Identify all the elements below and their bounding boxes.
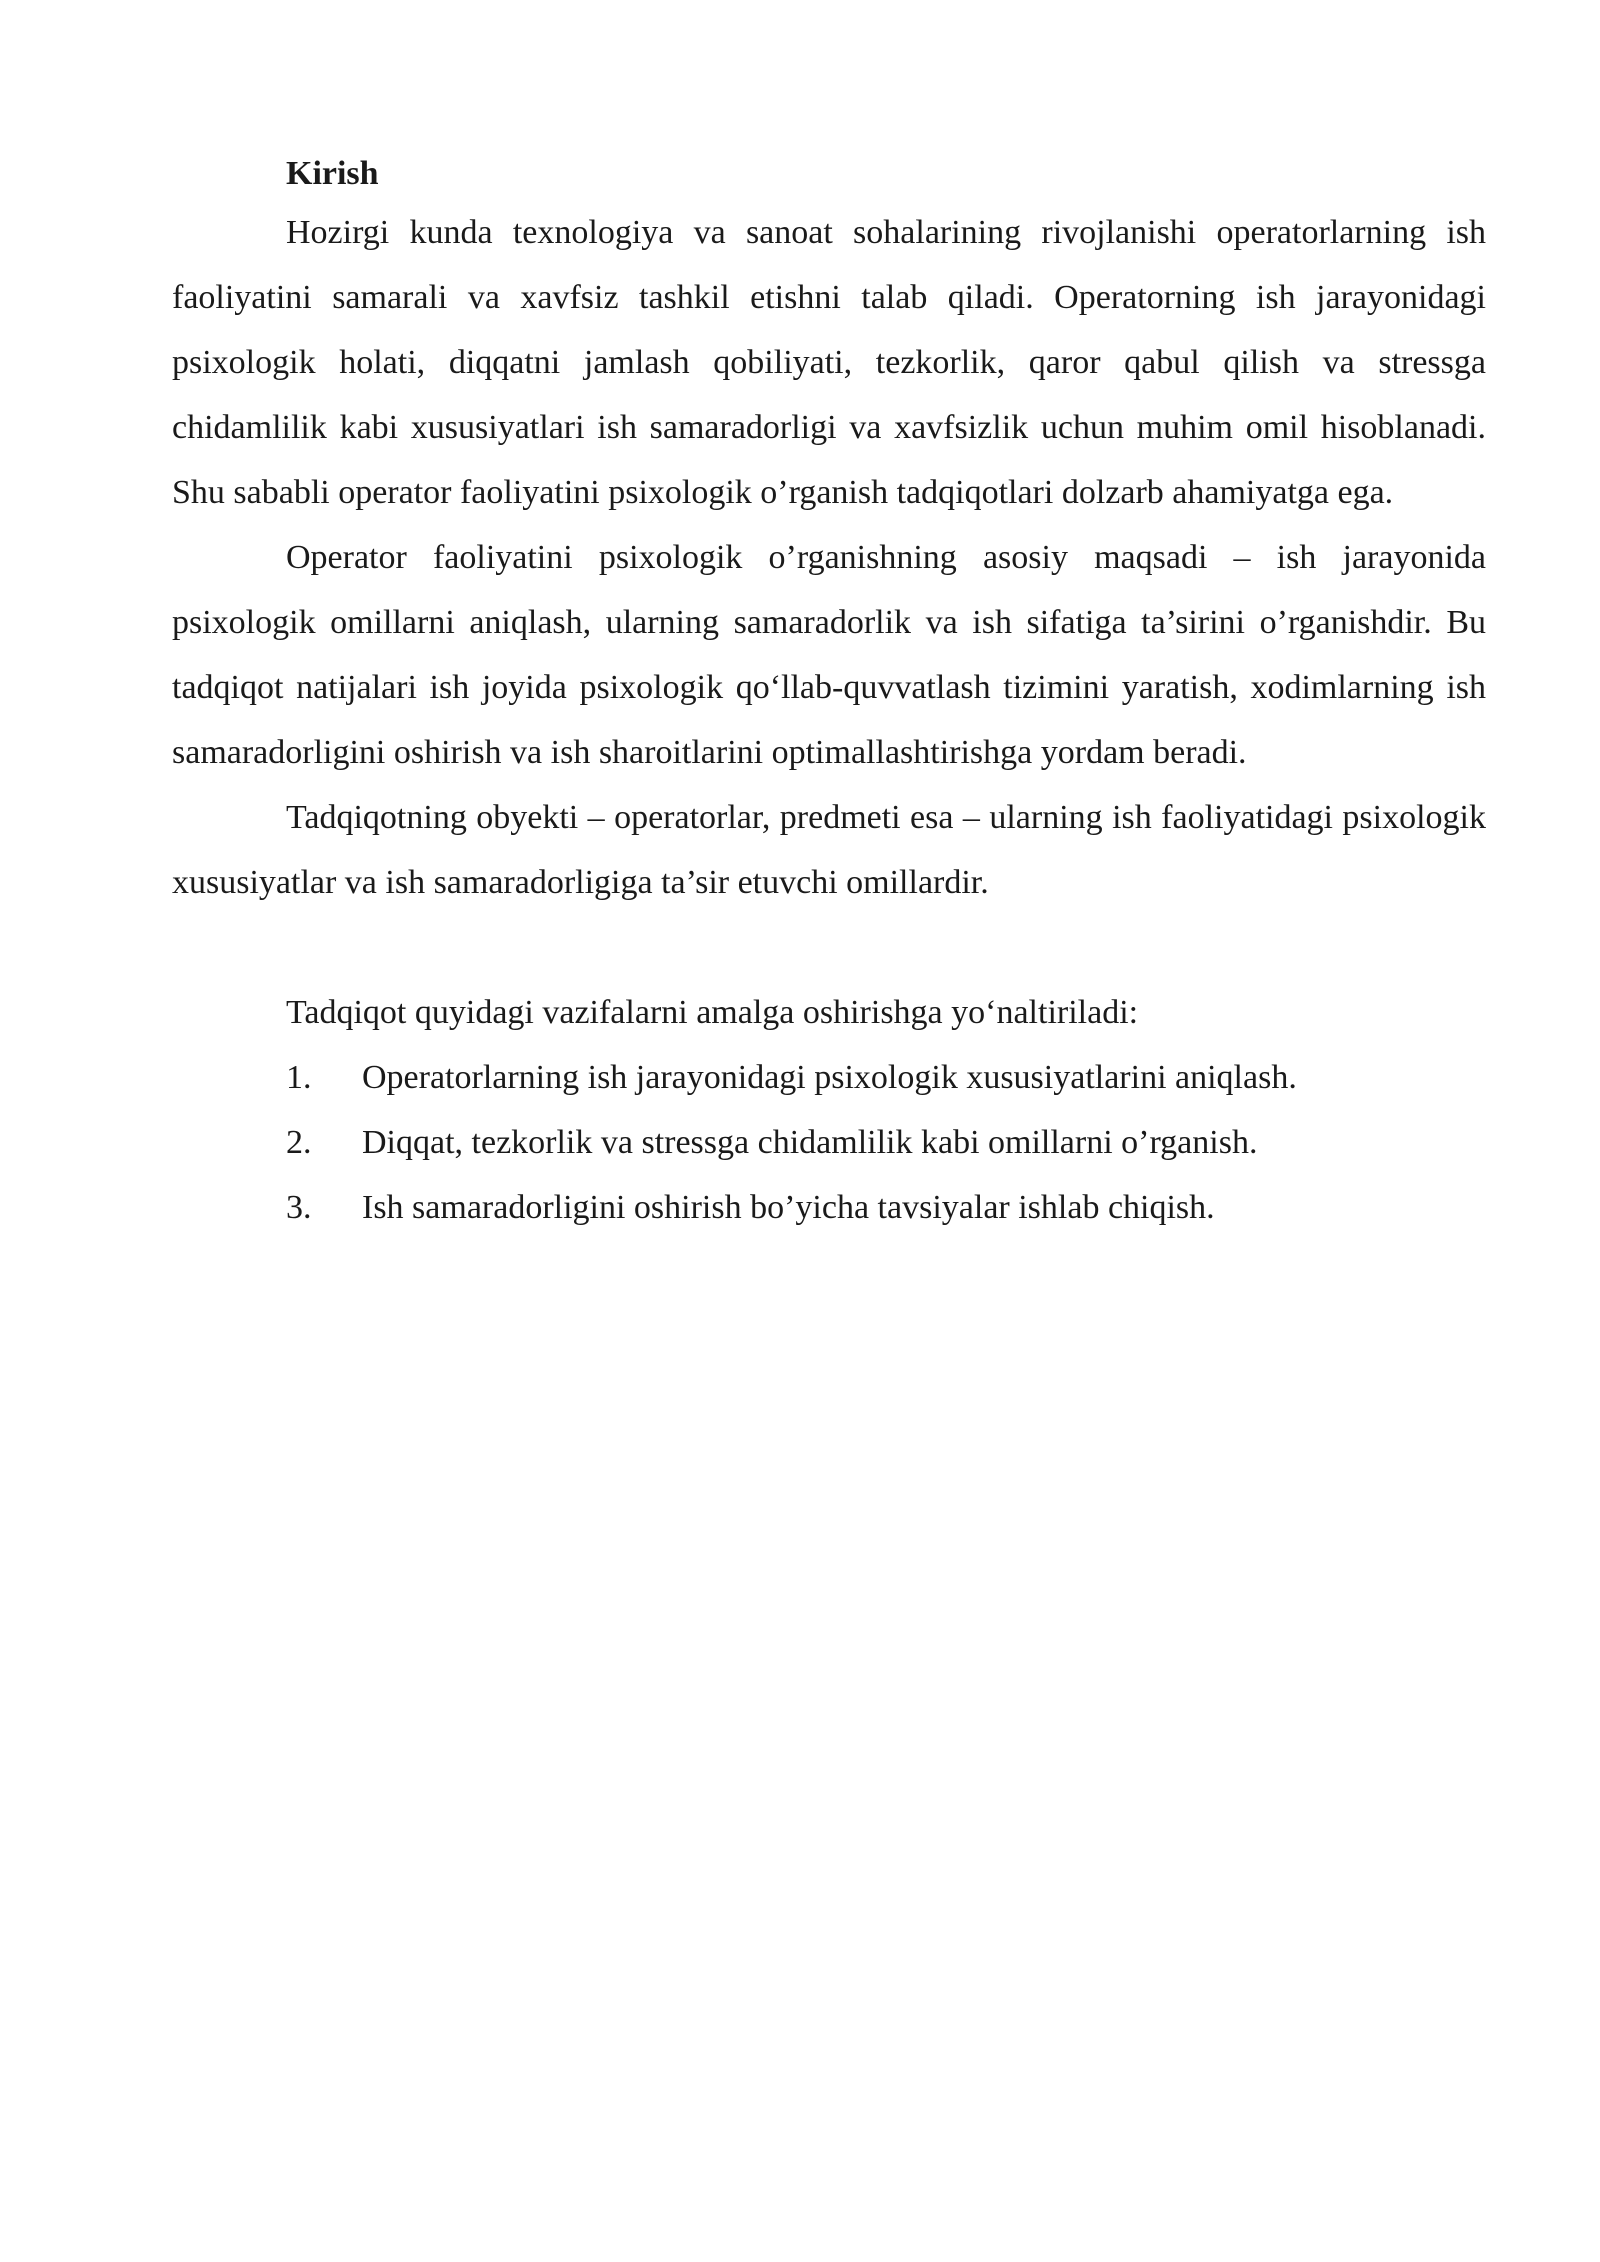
paragraph-object: Tadqiqotning obyekti – operatorlar, predmeti esa – ularning ish faoliyatidagi psixologik xususiyatlar va ish samaradorligiga ta’sir etuvchi omillardir. <box>172 799 1486 901</box>
list-item-number: 3. <box>286 1189 312 1226</box>
list-item <box>172 1045 1486 1110</box>
list-item-number: 1. <box>286 1059 312 1096</box>
list-item <box>172 1175 1486 1240</box>
list-item-text: Ish samaradorligini oshirish bo’yicha tavsiyalar ishlab chiqish. <box>362 1189 1215 1226</box>
paragraph-goal: Operator faoliyatini psixologik o’rganishning asosiy maqsadi – ish jarayonida psixologik omillarni aniqlash, ularning samaradorlik va ish sifatiga ta’sirini o’rganishdir. Bu tadqiqot natijalari ish joyida psixologik qo‘llab-quvvatlash tizimini yaratish, xodimlarning ish samaradorligini oshirish va ish sharoitlarini optimallashtirishga yordam beradi. <box>172 539 1486 771</box>
list-item <box>172 1110 1486 1175</box>
list-item-text: Diqqat, tezkorlik va stressga chidamlilik kabi omillarni o’rganish. <box>362 1124 1258 1161</box>
paragraph-intro: Hozirgi kunda texnologiya va sanoat sohalarining rivojlanishi operatorlarning ish faoliyatini samarali va xavfsiz tashkil etishni talab qiladi. Operatorning ish jarayonidagi psixologik holati, diqqatni jamlash qobiliyati, tezkorlik, qaror qabul qilish va stressga chidamlilik kabi xususiyatlari ish samaradorligi va xavfsizlik uchun muhim omil hisoblanadi. Shu sababli operator faoliyatini psixologik o’rganish tadqiqotlari dolzarb ahamiyatga ega. <box>172 214 1486 511</box>
list-item-number: 2. <box>286 1124 312 1161</box>
tasks-intro: Tadqiqot quyidagi vazifalarni amalga oshirishga yo‘naltiriladi: <box>286 994 1139 1031</box>
paragraph-spacer <box>172 915 1486 980</box>
section-heading: Kirish <box>286 155 379 192</box>
task-list <box>172 1045 1486 1240</box>
list-item-text: Operatorlarning ish jarayonidagi psixologik xususiyatlarini aniqlash. <box>362 1059 1297 1096</box>
document-body <box>172 148 1486 1240</box>
